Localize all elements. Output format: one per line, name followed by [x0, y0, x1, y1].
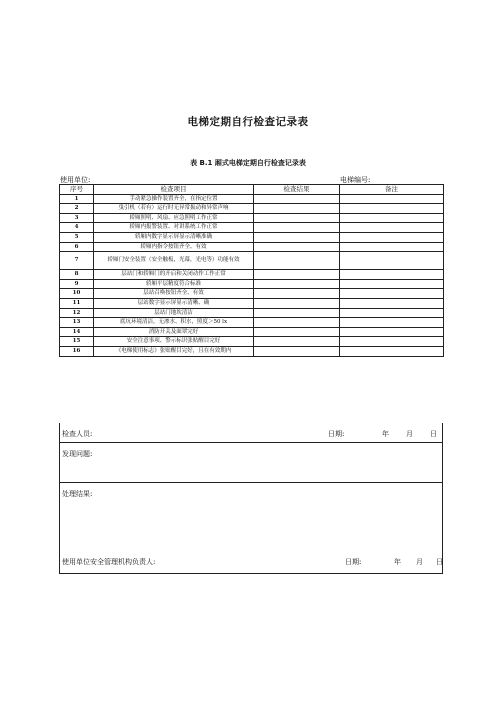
issues-found-box: [59, 443, 443, 483]
check-result-cell[interactable]: [254, 204, 340, 214]
check-result-cell[interactable]: [254, 318, 340, 328]
check-result-cell[interactable]: [254, 327, 340, 337]
table-row: [60, 270, 444, 280]
table-row: [60, 346, 444, 356]
row-number: 8: [60, 270, 94, 280]
check-item: 层站召唤按钮齐全、有效: [94, 289, 254, 299]
check-result-cell[interactable]: [254, 213, 340, 223]
check-item: 《电梯使用标志》张贴醒目完好，且在有效期内: [94, 346, 254, 356]
table-row: [60, 232, 444, 242]
table-row: [60, 204, 444, 214]
check-item: 轿厢平层精度符合标准: [94, 279, 254, 289]
check-item: 手动紧急操作装置齐全，在指定位置: [94, 194, 254, 204]
check-result-cell[interactable]: [254, 337, 340, 347]
check-item: 轿厢内报警装置、对讲系统工作正常: [94, 223, 254, 233]
sign-year-label: 年: [382, 430, 389, 438]
row-number: 2: [60, 204, 94, 214]
row-number: 1: [60, 194, 94, 204]
footer-month-label: 月: [416, 558, 423, 566]
footer-day-label: 日: [436, 558, 443, 566]
row-number: 6: [60, 242, 94, 252]
row-number: 11: [60, 298, 94, 308]
document-title: 电梯定期自行检查记录表: [187, 116, 309, 128]
inspector-label: 检查人员:: [62, 430, 93, 438]
result-label: 处理结果:: [62, 490, 93, 498]
table-row: [60, 242, 444, 252]
check-item: 轿厢内数字显示屏显示清晰准确: [94, 232, 254, 242]
table-row: [60, 279, 444, 289]
sign-date-label: 日期:: [328, 430, 345, 438]
check-item: 层站门和轿厢门的开启和关闭动作工作正常: [94, 270, 254, 280]
table-row: [60, 252, 444, 270]
check-result-cell[interactable]: [254, 270, 340, 280]
column-header: 序号: [60, 185, 94, 195]
check-result-cell[interactable]: [254, 194, 340, 204]
remark-cell[interactable]: [340, 327, 444, 337]
footer-year-label: 年: [394, 558, 401, 566]
check-result-cell[interactable]: [254, 223, 340, 233]
check-item: 底坑环境清洁，无渗水、积水，照度＞50 lx: [94, 318, 254, 328]
check-result-cell[interactable]: [254, 242, 340, 252]
row-number: 12: [60, 308, 94, 318]
column-header: 备注: [340, 185, 444, 195]
remark-cell[interactable]: [340, 232, 444, 242]
remark-cell[interactable]: [340, 223, 444, 233]
table-body: [60, 194, 444, 356]
remark-cell[interactable]: [340, 337, 444, 347]
manager-label: 使用单位安全管理机构负责人:: [62, 558, 156, 566]
row-number: 15: [60, 337, 94, 347]
check-result-cell[interactable]: [254, 346, 340, 356]
remark-cell[interactable]: [340, 318, 444, 328]
check-item: 轿厢内指令按钮齐全、有效: [94, 242, 254, 252]
table-row: [60, 289, 444, 299]
remark-cell[interactable]: [340, 346, 444, 356]
table-caption: 表 B.1 厢式电梯定期自行检查记录表: [190, 159, 306, 167]
table-row: [60, 337, 444, 347]
remark-cell[interactable]: [340, 270, 444, 280]
check-result-cell[interactable]: [254, 279, 340, 289]
check-item: 消防开关及面罩完好: [94, 327, 254, 337]
check-item: 轿厢门安全装置（安全触板，光幕，光电等）功能有效: [94, 252, 254, 270]
table-row: [60, 308, 444, 318]
table-row: [60, 298, 444, 308]
sign-month-label: 月: [406, 430, 413, 438]
row-number: 4: [60, 223, 94, 233]
remark-cell[interactable]: [340, 252, 444, 270]
inspector-sign-box: [59, 423, 443, 443]
elevator-number-label: 电梯编号:: [340, 176, 371, 184]
remark-cell[interactable]: [340, 279, 444, 289]
table-row: [60, 318, 444, 328]
check-result-cell[interactable]: [254, 298, 340, 308]
issues-label: 发现问题:: [62, 450, 93, 458]
row-number: 7: [60, 252, 94, 270]
table-row: [60, 223, 444, 233]
table-row: [60, 213, 444, 223]
table-row: [60, 194, 444, 204]
remark-cell[interactable]: [340, 194, 444, 204]
table-row: [60, 327, 444, 337]
remark-cell[interactable]: [340, 242, 444, 252]
row-number: 16: [60, 346, 94, 356]
remark-cell[interactable]: [340, 204, 444, 214]
inspection-table: [59, 184, 444, 357]
footer-date-label: 日期:: [345, 558, 362, 566]
row-number: 3: [60, 213, 94, 223]
check-item: 安全注意事项、警示标识张贴醒目完好: [94, 337, 254, 347]
row-number: 13: [60, 318, 94, 328]
remark-cell[interactable]: [340, 298, 444, 308]
row-number: 10: [60, 289, 94, 299]
check-result-cell[interactable]: [254, 308, 340, 318]
remark-cell[interactable]: [340, 308, 444, 318]
row-number: 5: [60, 232, 94, 242]
check-item: 曳引机（若有）运行时无异常振动和异常声响: [94, 204, 254, 214]
row-number: 14: [60, 327, 94, 337]
remark-cell[interactable]: [340, 213, 444, 223]
table-header-row: [60, 185, 444, 195]
column-header: 检查项目: [94, 185, 254, 195]
check-item: 轿厢照明、风扇、应急照明工作正常: [94, 213, 254, 223]
check-result-cell[interactable]: [254, 289, 340, 299]
remark-cell[interactable]: [340, 289, 444, 299]
handling-result-box: [59, 483, 443, 574]
sign-day-label: 日: [430, 430, 437, 438]
check-item: 层站门地坎清洁: [94, 308, 254, 318]
check-item: 层站数字显示屏显示清晰、确: [94, 298, 254, 308]
row-number: 9: [60, 279, 94, 289]
check-result-cell[interactable]: [254, 232, 340, 242]
check-result-cell[interactable]: [254, 252, 340, 270]
column-header: 检查结果: [254, 185, 340, 195]
using-unit-label: 使用单位:: [60, 176, 91, 184]
